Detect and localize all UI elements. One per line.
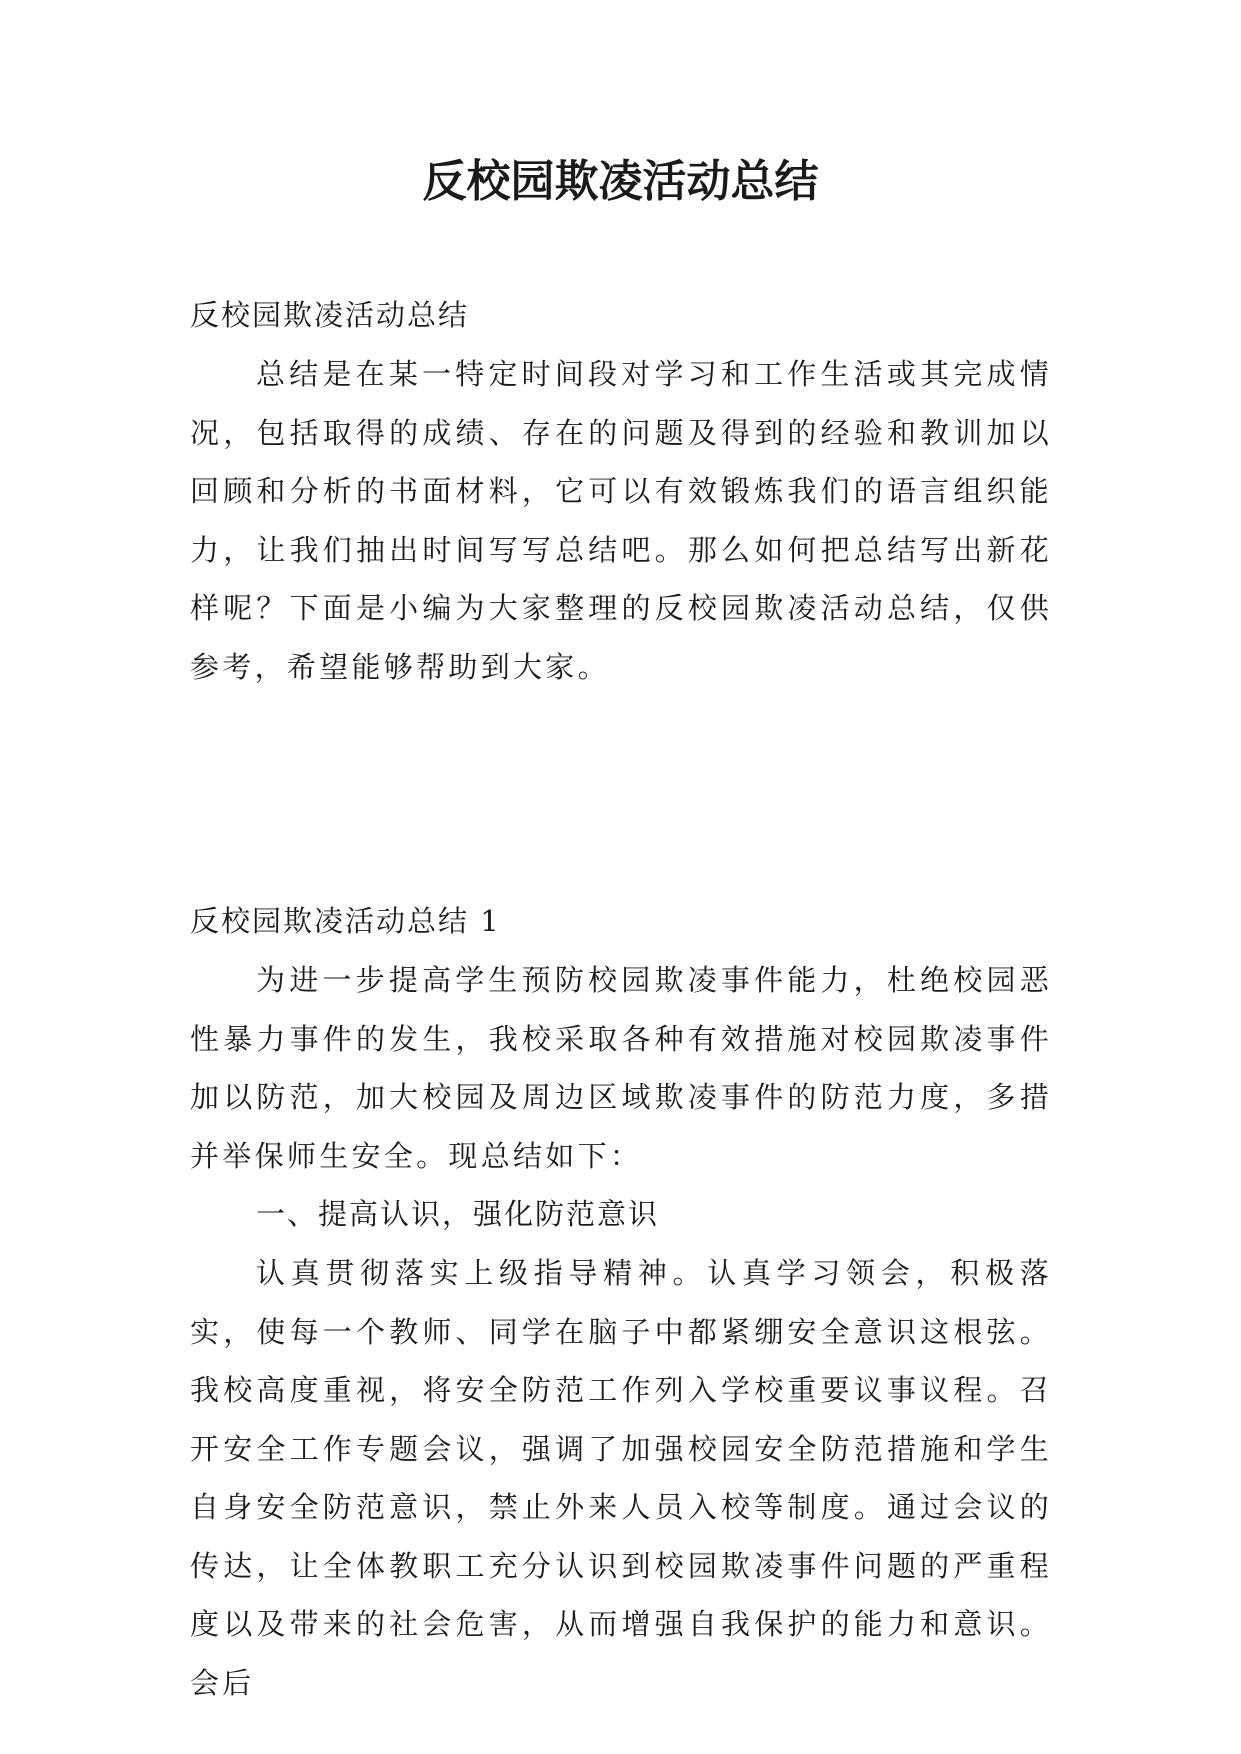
section-1-subheading-1: 一、提高认识，强化防范意识 <box>256 1197 660 1231</box>
section-1-heading: 反校园欺凌活动总结 1 <box>190 904 501 938</box>
document-subtitle: 反校园欺凌活动总结 <box>190 298 470 332</box>
section-1-paragraph-1: 为进一步提高学生预防校园欺凌事件能力，杜绝校园恶性暴力事件的发生，我校采取各种有效措施对校园欺凌事件加以防范，加大校园及周边区域欺凌事件的防范力度，多措并举保师生安全。现总结如下： <box>190 963 1052 1173</box>
intro-paragraph: 总结是在某一特定时间段对学习和工作生活或其完成情况，包括取得的成绩、存在的问题及得到的经验和教训加以回顾和分析的书面材料，它可以有效锻炼我们的语言组织能力，让我们抽出时间写写总结吧。那么如何把总结写出新花样呢？下面是小编为大家整理的反校园欺凌活动总结，仅供参考，希望能够帮助到大家。 <box>190 357 1052 684</box>
document-title: 反校园欺凌活动总结 <box>422 156 819 207</box>
section-1-paragraph-2: 认真贯彻落实上级指导精神。认真学习领会，积极落实，使每一个教师、同学在脑子中都紧绷安全意识这根弦。我校高度重视，将安全防范工作列入学校重要议事议程。召开安全工作专题会议，强调了加强校园安全防范措施和学生自身安全防范意识，禁止外来人员入校等制度。通过会议的传达，让全体教职工充分认识到校园欺凌事件问题的严重程度以及带来的社会危害，从而增强自我保护的能力和意识。会后 <box>190 1256 1052 1700</box>
